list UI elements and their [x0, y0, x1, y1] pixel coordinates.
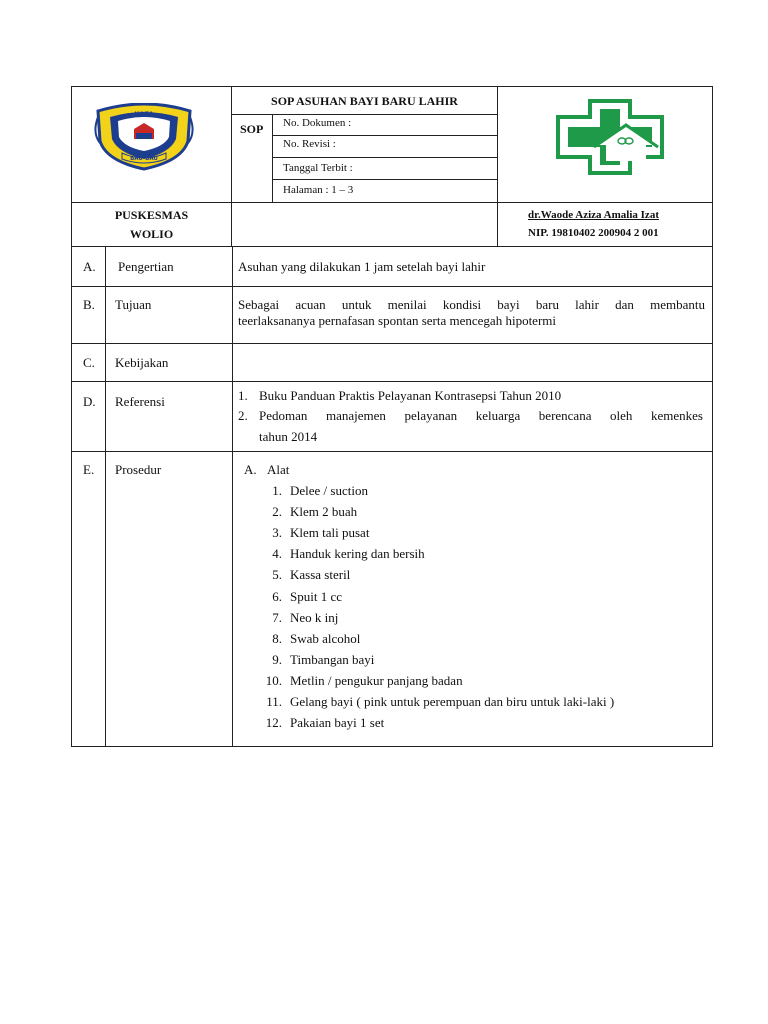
sop-label-cell — [231, 114, 273, 203]
alat-item-number: 10. — [265, 672, 282, 688]
alat-item-text: Handuk kering dan bersih — [290, 546, 425, 562]
halaman-field: Halaman : 1 – 3 — [283, 184, 354, 196]
kota-logo-bottom-text: BAU-BAU — [130, 156, 158, 162]
alat-list-item — [256, 525, 369, 541]
alat-list-item — [256, 546, 425, 562]
doc-no-field: No. Dokumen : — [283, 117, 352, 129]
puskesmas-name-line1: PUSKESMAS — [114, 208, 189, 222]
subsection-label: Alat — [267, 462, 290, 477]
alat-item-text: Delee / suction — [290, 483, 368, 498]
row-referensi — [71, 382, 713, 452]
row-pengertian — [71, 247, 713, 287]
row-d-code: D. — [83, 394, 96, 409]
alat-list-item — [256, 483, 368, 499]
tanggal-cell — [272, 157, 498, 180]
empty-header-cell — [231, 202, 498, 247]
alat-list-item — [256, 631, 360, 647]
row-kebijakan — [71, 344, 713, 382]
alat-item-text: Swab alcohol — [290, 630, 361, 646]
alat-item-number: 4. — [272, 546, 282, 562]
sop-header-table — [71, 86, 713, 247]
row-c-label: Kebijakan — [115, 355, 169, 370]
revisi-cell — [272, 135, 498, 158]
ref-2-number: 2. — [238, 408, 248, 423]
alat-item-text: Pakaian bayi 1 set — [290, 715, 385, 731]
alat-item-number: 2. — [272, 504, 282, 520]
subsection-code: A. — [244, 462, 257, 477]
alat-item-text: Spuit 1 cc — [290, 588, 342, 604]
ref-2-text-line2: tahun 2014 — [259, 429, 318, 444]
ref-1-text: Buku Panduan Praktis Pelayanan Kontrasepsi Tahun 2010 — [259, 388, 562, 403]
ref-2-text-line1: Pedoman manajemen pelayanan keluarga berencana oleh kemenkes — [259, 408, 703, 423]
alat-item-number: 5. — [272, 567, 282, 583]
alat-item-text: Neo k inj — [290, 609, 339, 625]
alat-item-text: Gelang bayi ( pink untuk perempuan dan biru untuk laki-laki ) — [290, 694, 615, 709]
alat-list-item — [256, 652, 374, 668]
puskesmas-name-line2: WOLIO — [129, 227, 174, 241]
alat-item-number: 8. — [272, 630, 282, 646]
officer-nip: NIP. 19810402 200904 2 001 — [528, 227, 659, 239]
revisi-field: No. Revisi : — [283, 138, 336, 150]
kota-logo-cell — [71, 86, 232, 203]
row-c-code: C. — [83, 355, 95, 370]
row-b-label: Tujuan — [115, 297, 152, 312]
alat-list-item — [256, 673, 463, 689]
alat-item-text: Klem tali pusat — [290, 525, 370, 541]
alat-item-number: 3. — [272, 525, 282, 541]
alat-item-text: Metlin / pengukur panjang badan — [290, 672, 463, 688]
sop-label: SOP — [240, 122, 264, 136]
row-d-label: Referensi — [115, 394, 165, 409]
row-b-text-line1: Sebagai acuan untuk menilai kondisi bayi baru lahir dan membantu — [238, 297, 705, 312]
alat-item-number: 9. — [272, 651, 282, 667]
alat-item-number: 11. — [266, 694, 282, 709]
ref-1-number: 1. — [238, 388, 248, 403]
alat-item-text: Timbangan bayi — [290, 651, 375, 667]
alat-list-item — [256, 715, 384, 731]
alat-list-item — [256, 610, 338, 626]
row-e-code: E. — [83, 462, 95, 477]
doc-no-cell — [272, 114, 498, 136]
title-cell — [231, 86, 498, 115]
row-prosedur — [71, 452, 713, 747]
officer-name: dr.Waode Aziza Amalia Izat — [528, 209, 659, 221]
alat-item-number: 6. — [272, 588, 282, 604]
halaman-cell — [272, 179, 498, 203]
alat-item-text: Kassa steril — [290, 567, 351, 583]
row-b-code: B. — [83, 297, 95, 312]
row-e-label: Prosedur — [115, 462, 162, 477]
sop-title: SOP ASUHAN BAYI BARU LAHIR — [271, 94, 458, 108]
alat-list-item — [256, 567, 350, 583]
kota-logo-top-text: KOTA — [134, 110, 154, 118]
alat-list-item — [256, 694, 614, 710]
alat-list-item — [256, 504, 357, 520]
alat-item-text: Klem 2 buah — [290, 504, 358, 520]
alat-item-number: 12. — [265, 715, 282, 731]
row-b-text-line2: teerlaksananya pernafasan spontan serta mencegah hipotermi — [238, 313, 556, 328]
alat-item-number: 7. — [272, 609, 282, 625]
alat-list-item — [256, 589, 342, 605]
kota-baubau-logo — [92, 103, 196, 171]
puskesmas-name-cell — [71, 202, 232, 247]
row-a-text: Asuhan yang dilakukan 1 jam setelah bayi lahir — [238, 259, 486, 274]
officer-cell — [497, 202, 713, 247]
puskesmas-logo-cell — [497, 86, 713, 203]
tanggal-field: Tanggal Terbit : — [283, 162, 353, 174]
row-a-code: A. — [83, 259, 96, 274]
puskesmas-logo — [554, 97, 666, 177]
row-a-label: Pengertian — [118, 259, 174, 274]
alat-item-number: 1. — [272, 483, 282, 498]
row-tujuan — [71, 287, 713, 344]
